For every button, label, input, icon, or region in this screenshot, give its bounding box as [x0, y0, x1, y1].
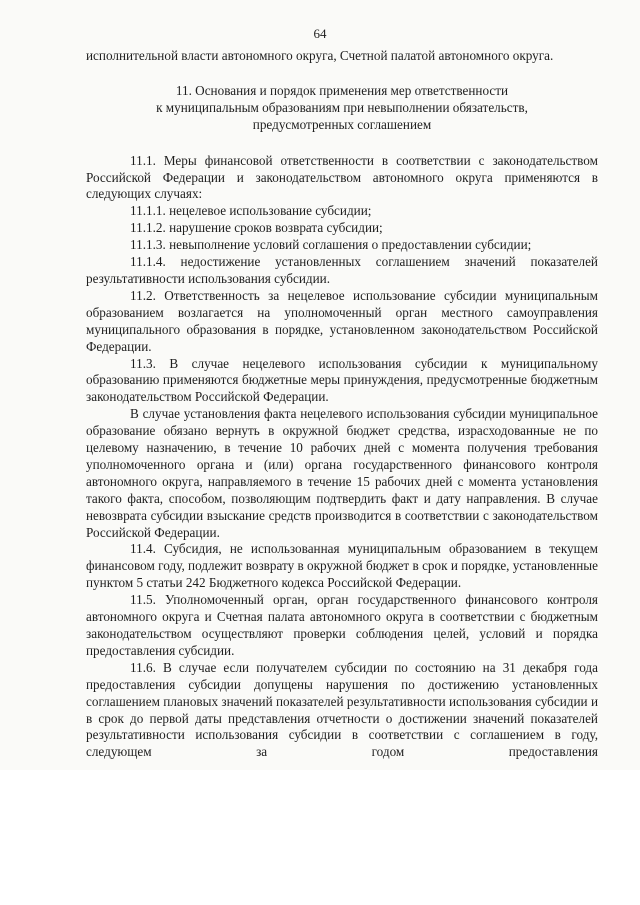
document-body [86, 48, 598, 761]
page-number: 64 [313, 26, 327, 41]
intro-paragraph: исполнительной власти автономного округа, Счетной палатой автономного округа. [86, 48, 554, 63]
section-heading-line-1: 11. Основания и порядок применения мер ответственности [175, 82, 509, 98]
paragraph-11-1-4: 11.1.4. недостижение установленных соглашением значений показателей результативности использования субсидии. [86, 254, 598, 286]
paragraph-11-1: 11.1. Меры финансовой ответственности в соответствии с законодательством Российской Федерации и законодательством автономного округа применяются в следующих случаях: [86, 152, 598, 202]
paragraph-11-2: 11.2. Ответственность за нецелевое использование субсидии муниципальным образованием возлагается на уполномоченный орган местного самоуправления муниципального образования в порядке, установленном законодательством Российской Федерации. [86, 287, 598, 354]
section-heading-line-3: предусмотренных соглашением [252, 116, 432, 132]
paragraph-11-5: 11.5. Уполномоченный орган, орган государственного финансового контроля автономного округа и Счетная палата автономного округа в соответствии с бюджетным законодательством осуществляют проверки соблюдения целей, условий и порядка предоставления субсидии. [86, 592, 598, 658]
paragraph-11-3-continued: В случае установления факта нецелевого использования субсидии муниципальное образование обязано вернуть в окружной бюджет средства, израсходованные не по целевому назначению, в течение 10 рабочих дней с момента получения требования уполномоченного органа и (или) органа государственного финансового контроля автономного округа, направляемого в течение 15 рабочих дней с момента установления такого факта, способом, позволяющим подтвердить факт и дату направления. В случае невозврата субсидии взыскание средств производится в соответствии с законодательством Российской Федерации. [86, 406, 598, 540]
section-heading [86, 83, 598, 134]
paragraph-11-6: 11.6. В случае если получателем субсидии по состоянию на 31 декабря года предоставления субсидии допущены нарушения по достижению установленных соглашением плановых значений показателей результативности использования субсидии и в срок до первой даты представления отчетности о достижении значений показателей результативности использования субсидии в соответствии с соглашением в году, следующем за годом предоставления [86, 659, 598, 760]
paragraph-11-1-1: 11.1.1. нецелевое использование субсидии; [130, 203, 372, 219]
paragraph-11-1-2: 11.1.2. нарушение сроков возврата субсидии; [130, 220, 383, 236]
paragraph-11-3: 11.3. В случае нецелевого использования субсидии к муниципальному образованию применяются бюджетные меры принуждения, предусмотренные бюджетным законодательством Российской Федерации. [86, 355, 598, 405]
paragraph-11-4: 11.4. Субсидия, не использованная муниципальным образованием в текущем финансовом году, подлежит возврату в окружной бюджет в срок и порядке, установленные пунктом 5 статьи 242 Бюджетного кодекса Российской Федерации. [86, 541, 598, 591]
paragraph-11-1-3: 11.1.3. невыполнение условий соглашения о предоставлении субсидии; [130, 237, 532, 253]
section-heading-line-2: к муниципальным образованиям при невыполнении обязательств, [156, 99, 528, 115]
